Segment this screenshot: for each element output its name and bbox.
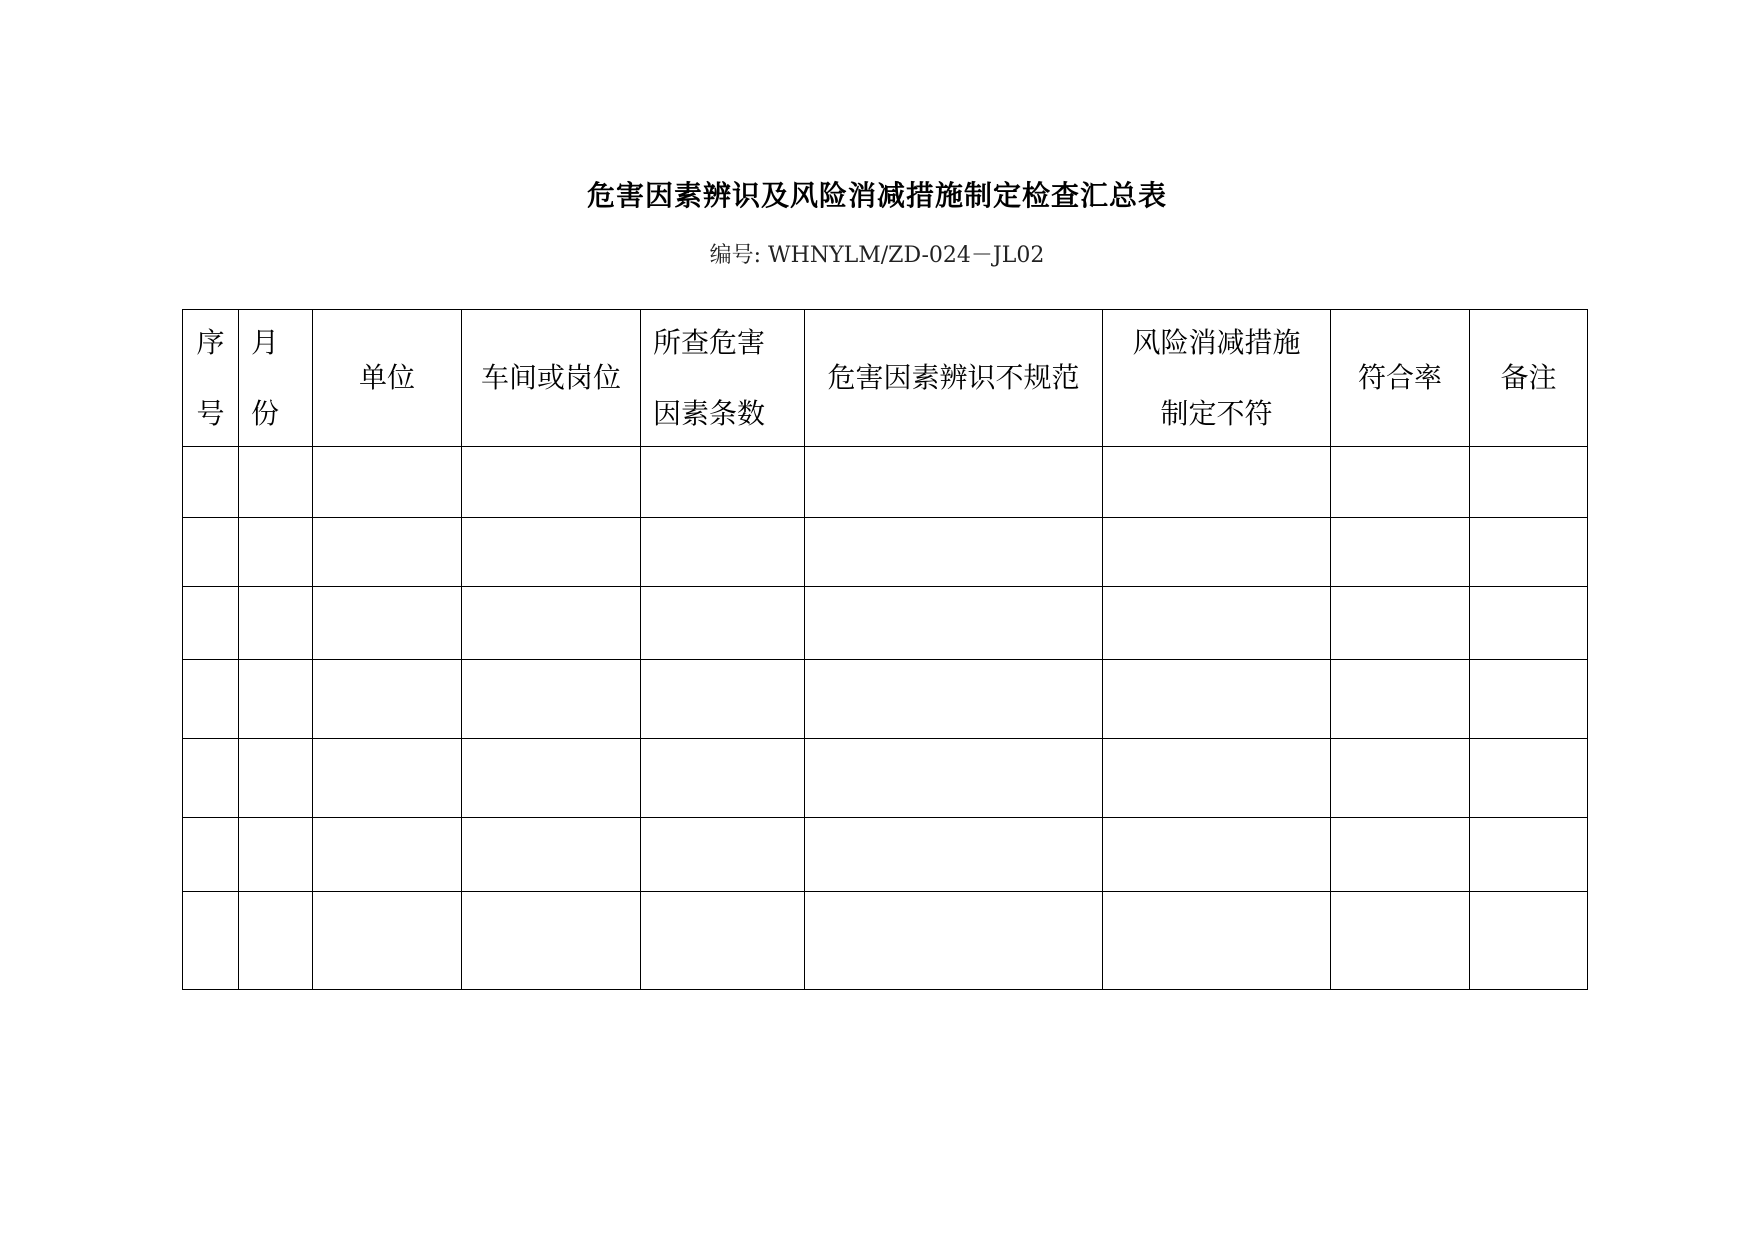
header-identification-irregular: 危害因素辨识不规范: [805, 310, 1103, 447]
cell-identification-irregular[interactable]: [805, 447, 1103, 518]
cell-unit[interactable]: [313, 587, 462, 660]
cell-identification-irregular[interactable]: [805, 739, 1103, 818]
header-seq-line2: 号: [196, 396, 225, 430]
table-row: [183, 892, 1588, 990]
cell-month[interactable]: [239, 518, 313, 587]
header-remarks: 备注: [1470, 310, 1588, 447]
cell-measures-nonconforming[interactable]: [1103, 447, 1331, 518]
cell-hazards-checked[interactable]: [641, 447, 805, 518]
header-month: [239, 310, 313, 447]
cell-compliance-rate[interactable]: [1331, 739, 1470, 818]
cell-unit[interactable]: [313, 660, 462, 739]
document-code: [0, 241, 1754, 271]
cell-compliance-rate[interactable]: [1331, 518, 1470, 587]
header-measures-nonconforming: [1103, 310, 1331, 447]
cell-measures-nonconforming[interactable]: [1103, 892, 1331, 990]
summary-table: [182, 309, 1588, 990]
cell-hazards-checked[interactable]: [641, 892, 805, 990]
cell-month[interactable]: [239, 818, 313, 892]
cell-workshop[interactable]: [462, 447, 641, 518]
cell-hazards-checked[interactable]: [641, 660, 805, 739]
cell-workshop[interactable]: [462, 739, 641, 818]
cell-month[interactable]: [239, 660, 313, 739]
cell-remarks[interactable]: [1470, 818, 1588, 892]
cell-identification-irregular[interactable]: [805, 892, 1103, 990]
cell-hazards-checked[interactable]: [641, 587, 805, 660]
cell-seq[interactable]: [183, 892, 239, 990]
cell-workshop[interactable]: [462, 660, 641, 739]
cell-compliance-rate[interactable]: [1331, 660, 1470, 739]
cell-seq[interactable]: [183, 818, 239, 892]
cell-hazards-checked[interactable]: [641, 739, 805, 818]
cell-remarks[interactable]: [1470, 892, 1588, 990]
document-code-value: WHNYLM/ZD-024－JL02: [768, 243, 1045, 268]
cell-unit[interactable]: [313, 892, 462, 990]
header-hazards-checked: [641, 310, 805, 447]
header-compliance-rate: 符合率: [1331, 310, 1470, 447]
cell-compliance-rate[interactable]: [1331, 447, 1470, 518]
cell-measures-nonconforming[interactable]: [1103, 818, 1331, 892]
cell-identification-irregular[interactable]: [805, 660, 1103, 739]
cell-compliance-rate[interactable]: [1331, 892, 1470, 990]
cell-seq[interactable]: [183, 587, 239, 660]
cell-workshop[interactable]: [462, 518, 641, 587]
cell-seq[interactable]: [183, 739, 239, 818]
cell-compliance-rate[interactable]: [1331, 818, 1470, 892]
cell-remarks[interactable]: [1470, 518, 1588, 587]
cell-seq[interactable]: [183, 447, 239, 518]
header-seq: [183, 310, 239, 447]
document-title: 危害因素辨识及风险消减措施制定检查汇总表: [586, 179, 1167, 212]
cell-remarks[interactable]: [1470, 447, 1588, 518]
table-row: [183, 518, 1588, 587]
document-code-label: 编号:: [709, 243, 762, 268]
cell-unit[interactable]: [313, 447, 462, 518]
cell-compliance-rate[interactable]: [1331, 587, 1470, 660]
table-row: [183, 587, 1588, 660]
cell-workshop[interactable]: [462, 892, 641, 990]
cell-seq[interactable]: [183, 660, 239, 739]
cell-hazards-checked[interactable]: [641, 518, 805, 587]
header-measures-nonconforming-line1: 风险消减措施: [1132, 325, 1301, 359]
cell-hazards-checked[interactable]: [641, 818, 805, 892]
cell-identification-irregular[interactable]: [805, 518, 1103, 587]
cell-measures-nonconforming[interactable]: [1103, 587, 1331, 660]
header-seq-line1: 序: [196, 325, 225, 359]
cell-measures-nonconforming[interactable]: [1103, 518, 1331, 587]
cell-month[interactable]: [239, 892, 313, 990]
cell-unit[interactable]: [313, 818, 462, 892]
header-measures-nonconforming-line2: 制定不符: [1160, 396, 1273, 430]
table-row: [183, 447, 1588, 518]
header-month-line2: 份: [251, 396, 280, 430]
cell-workshop[interactable]: [462, 818, 641, 892]
cell-remarks[interactable]: [1470, 739, 1588, 818]
table-header-row: [183, 310, 1588, 447]
cell-month[interactable]: [239, 587, 313, 660]
cell-unit[interactable]: [313, 739, 462, 818]
table-row: [183, 660, 1588, 739]
header-hazards-checked-line2: 因素条数: [653, 396, 766, 430]
table-row: [183, 818, 1588, 892]
cell-remarks[interactable]: [1470, 587, 1588, 660]
header-unit: 单位: [313, 310, 462, 447]
header-month-line1: 月: [251, 325, 280, 359]
cell-measures-nonconforming[interactable]: [1103, 739, 1331, 818]
cell-identification-irregular[interactable]: [805, 818, 1103, 892]
cell-identification-irregular[interactable]: [805, 587, 1103, 660]
cell-seq[interactable]: [183, 518, 239, 587]
cell-month[interactable]: [239, 447, 313, 518]
table-row: [183, 739, 1588, 818]
header-workshop: 车间或岗位: [462, 310, 641, 447]
cell-workshop[interactable]: [462, 587, 641, 660]
cell-remarks[interactable]: [1470, 660, 1588, 739]
cell-measures-nonconforming[interactable]: [1103, 660, 1331, 739]
cell-unit[interactable]: [313, 518, 462, 587]
header-hazards-checked-line1: 所查危害: [653, 325, 766, 359]
cell-month[interactable]: [239, 739, 313, 818]
